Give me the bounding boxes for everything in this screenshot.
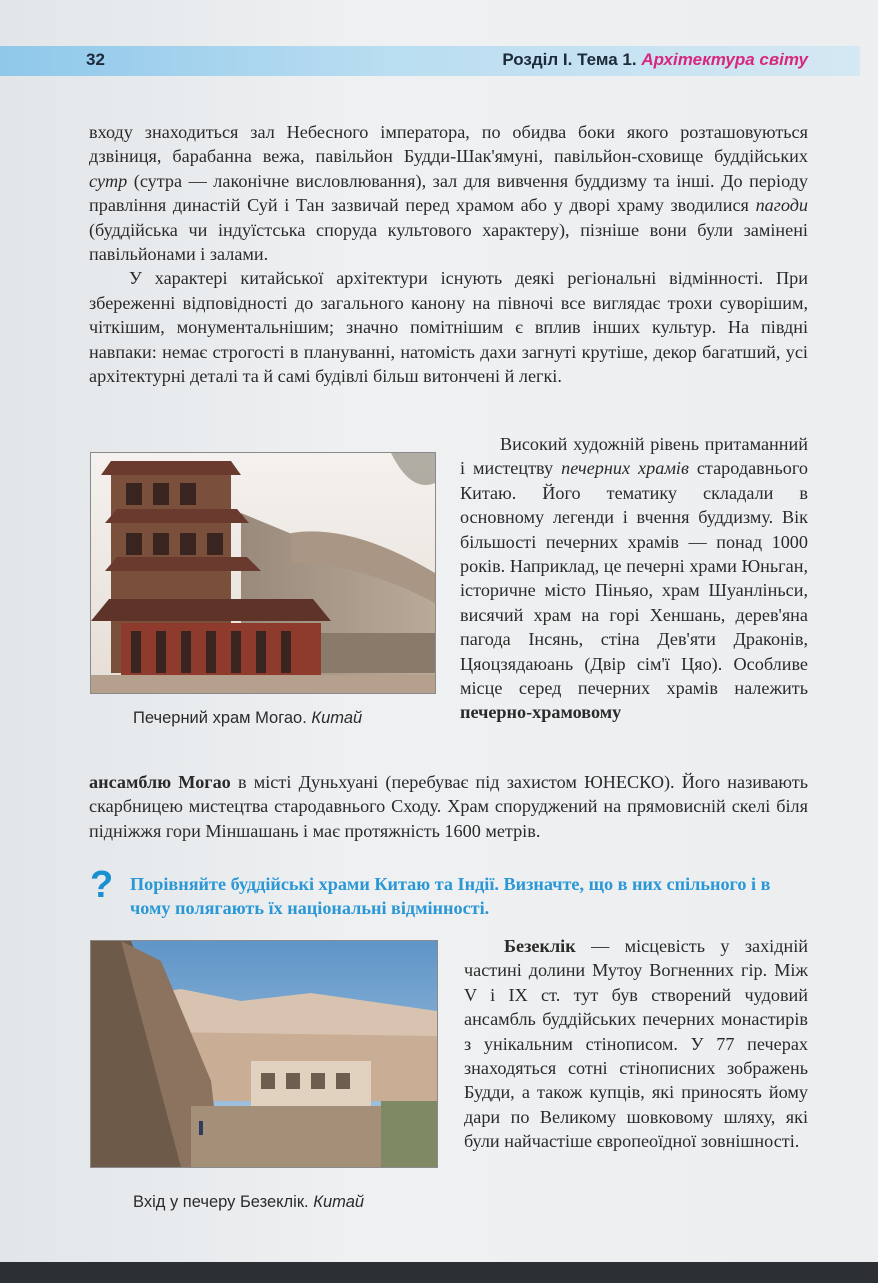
page-number: 32 [86,50,105,69]
paragraph-5: Безеклік — місцевість у західній частині долини Мутоу Вогненних гір. Між V і IX ст. тут був створений чудовий ансамбль буддійських печерних монастирів з унікальним стінописом. У 77 печерах знаходяться сотні стінописних зображень Будди, а також купців, які приносять йому дари по Великому шовковому шляху, які були найчастіше європеоїдної зовнішності. [464,936,808,1152]
mogao-text [89,770,808,843]
paragraph-3: Високий художній рівень притаманний і мистецтву печерних храмів стародавнього Китаю. Його тематику складали в основному легенди і вчення буддизму. Вік більшості печерних храмів — понад 1000 років. Наприклад, це печерні храми Юньган, історичне місто Піньяо, храм Шуанліньси, висячий храм на горі Хеншань, дерев'яна пагода Інсянь, стіна Дев'яти Драконів, Цяоцзядаюань (Двір сім'ї Цяо). Особливе місце серед печерних храмів належить печерно-храмовому [460,434,808,723]
mogao-temple-photo [90,452,436,694]
mogao-temple-image [91,453,435,693]
paragraph-4: ансамблю Могао в місті Дуньхуані (перебуває під захистом ЮНЕСКО). Його називають скарбницею мистецтва стародавнього Сходу. Храм споруджений на прямовисній скелі біля підніжжя гори Міншашань і має протяжність 1600 метрів. [89,772,809,841]
mogao-caption: Печерний храм Могао. Китай [133,709,363,727]
scan-bottom-edge [0,1262,878,1283]
cave-temples-text [460,432,808,725]
running-head [502,50,808,70]
intro-text [89,120,808,388]
bezeklik-image [91,941,437,1167]
bezeklik-photo [90,940,438,1168]
bezeklik-text [464,934,808,1154]
paragraph-2: У характері китайської архітектури існують деякі регіональні відмінності. При збереженні відповідності до загального канону на півночі все виглядає трохи суворішим, чіткішим, монументальнішим; значно помітнішим є вплив інших культур. На півдні навпаки: немає строгості в плануванні, натомість дахи загнуті крутіше, декор багатший, усі архітектурні деталі та й самі будівлі більш витончені й легкі. [89,268,808,387]
paragraph-1: входу знаходиться зал Небесного імператора, по обидва боки якого розташовуються дзвіниця, барабанна вежа, павільйон Будди-Шак'ямуні, павільйон-сховище буддійських сутр (сутра — лаконічне висловлювання), зал для вивчення буддизму та інші. До періоду правління династій Суй і Тан зазвичай перед храмом або у дворі храму зводилися пагоди (буддійська чи індуїстська споруда культового характеру), пізніше вони були замінені павільйонами і залами. [89,122,808,265]
topic-label: Архітектура світу [641,50,808,69]
section-label: Розділ I. Тема 1. [502,50,637,69]
question-icon: ? [90,864,114,906]
question-text: Порівняйте буддійські храми Китаю та Індії. Визначте, що в них спільного і в чому полягають їх національні відмінності. [130,874,771,919]
bezeklik-caption: Вхід у печеру Безеклік. Китай [133,1193,365,1211]
